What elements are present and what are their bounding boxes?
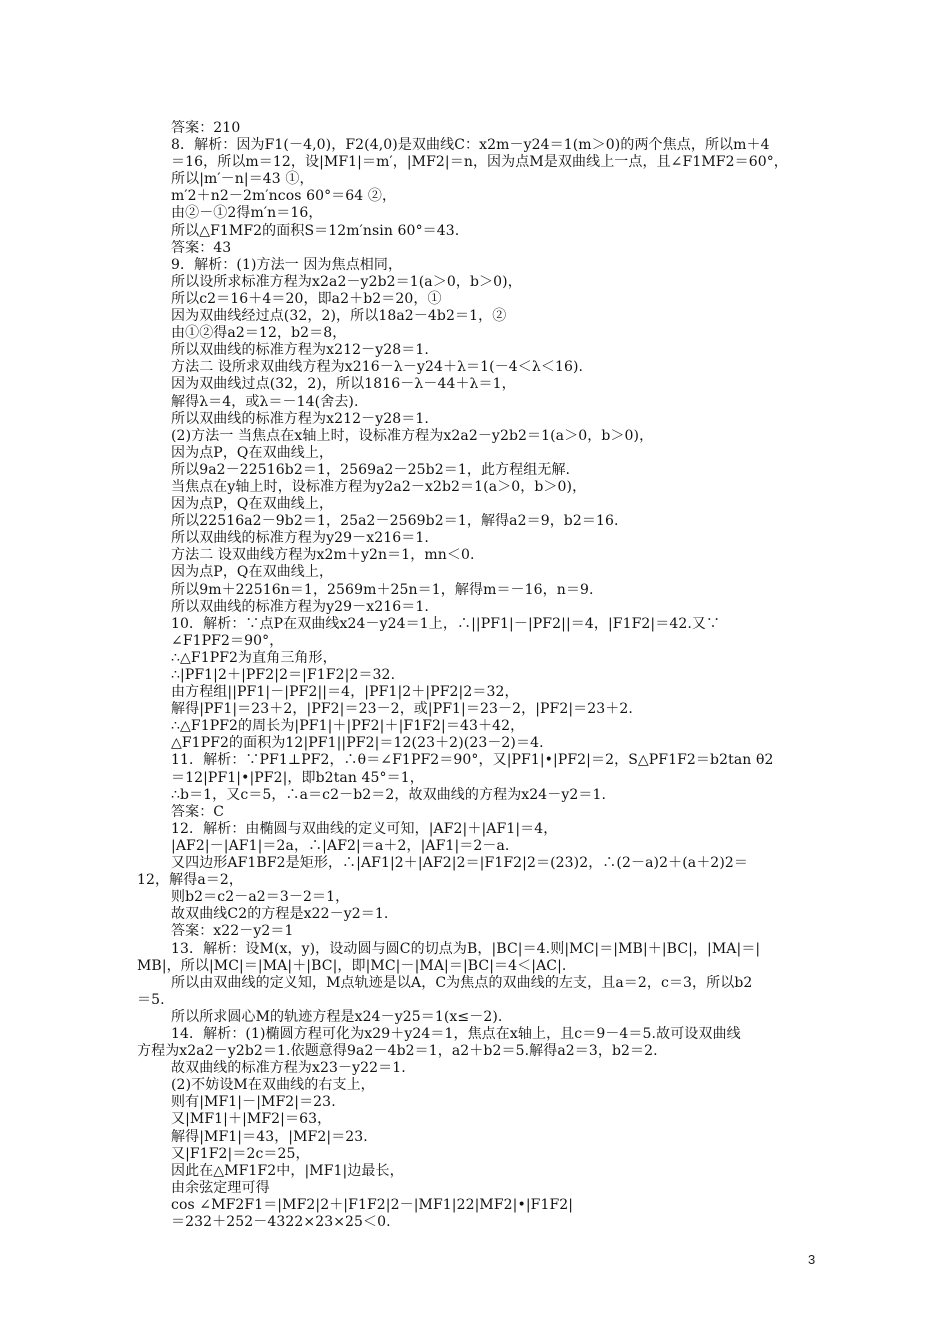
text-line: 9．解析：(1)方法一 因为焦点相同， [171, 256, 403, 273]
text-line: 方法二 设双曲线方程为x2m＋y2n＝1，mn＜0. [171, 547, 475, 564]
text-line: 所以双曲线的标准方程为y29－x216＝1. [171, 598, 429, 615]
text-line: MB|，所以|MC|＝|MA|＋|BC|，即|MC|－|MA|＝|BC|＝4＜|AC|. [137, 957, 567, 974]
text-line: 11．解析：∵PF1⊥PF2，∴θ＝∠F1PF2＝90°，又|PF1|•|PF2|＝2，S△PF1F2＝b2tan θ2 [171, 752, 774, 769]
text-line: ＝5. [137, 991, 165, 1008]
text-line: 则b2＝c2－a2＝3－2＝1， [171, 889, 350, 906]
text-line: ∴|PF1|2＋|PF2|2＝|F1F2|2＝32. [171, 667, 396, 683]
text-line: 答案：43 [171, 239, 232, 256]
text-line: 所以9m＋22516n＝1，2569m＋25n＝1，解得m＝－16，n＝9. [171, 581, 594, 598]
text-line: 则有|MF1|－|MF2|＝23. [171, 1094, 336, 1111]
text-line: cos ∠MF2F1＝|MF2|2＋|F1F2|2－|MF1|22|MF2|•|F1F2| [171, 1196, 574, 1213]
text-line: 解得|MF1|＝43，|MF2|＝23. [171, 1128, 368, 1145]
text-line: 所以9a2－22516b2＝1，2569a2－25b2＝1，此方程组无解. [171, 461, 571, 478]
text-line: 12．解析：由椭圆与双曲线的定义可知，|AF2|＋|AF1|＝4， [171, 820, 558, 837]
text-line: 所以双曲线的标准方程为x212－y28＝1. [171, 342, 429, 359]
text-line: 8．解析：因为F1(－4,0)，F2(4,0)是双曲线C：x2m－y24＝1(m＞0)的两个焦点，所以m＋4 [171, 137, 770, 154]
text-line: 因为点P，Q在双曲线上， [171, 444, 334, 461]
text-line: ∴b＝1，又c＝5，∴a＝c2－b2＝2，故双曲线的方程为x24－y2＝1. [171, 786, 607, 803]
page-number: 3 [808, 1252, 816, 1267]
text-line: 所以设所求标准方程为x2a2－y2b2＝1(a＞0，b＞0)， [171, 273, 522, 290]
text-line: ∴△F1PF2的周长为|PF1|＋|PF2|＋|F1F2|＝43＋42， [171, 718, 525, 735]
text-line: 所以由双曲线的定义知，M点轨迹是以A，C为焦点的双曲线的左支，且a＝2，c＝3，所以b2 [171, 974, 753, 991]
text-line: |AF2|－|AF1|＝2a，∴|AF2|＝a＋2，|AF1|＝2－a. [171, 837, 510, 854]
text-line: 解得λ＝4，或λ＝－14(舍去). [171, 393, 359, 410]
text-line: 所以所求圆心M的轨迹方程是x24－y25＝1(x≤－2). [171, 1008, 503, 1025]
text-line: 12，解得a＝2， [137, 872, 243, 889]
text-line: 解得|PF1|＝23＋2，|PF2|＝23－2，或|PF1|＝23－2，|PF2|＝23＋2. [171, 701, 633, 718]
text-line: 所以双曲线的标准方程为x212－y28＝1. [171, 410, 429, 427]
text-line: 由方程组||PF1|－|PF2||＝4，|PF1|2＋|PF2|2＝32， [171, 684, 519, 701]
text-line: ＝12|PF1|•|PF2|，即b2tan 45°＝1， [171, 769, 424, 786]
text-line: ＝16，所以m＝12，设|MF1|＝m′，|MF2|＝n，因为点M是双曲线上一点，且∠F1MF2＝60°， [171, 154, 788, 171]
text-line: 所以△F1MF2的面积S＝12m′nsin 60°＝43. [171, 222, 460, 239]
text-line: △F1PF2的面积为12|PF1||PF2|＝12(23＋2)(23－2)＝4. [171, 735, 544, 752]
text-line: 方法二 设所求双曲线方程为x216－λ－y24＋λ＝1(－4＜λ＜16). [171, 359, 584, 376]
text-line: 又四边形AF1BF2是矩形，∴|AF1|2＋|AF2|2＝|F1F2|2＝(23)2，∴(2－a)2＋(a＋2)2＝ [171, 855, 748, 872]
text-line: 方程为x2a2－y2b2＝1.依题意得9a2－4b2＝1，a2＋b2＝5.解得a2＝3，b2＝2. [137, 1043, 658, 1060]
text-line: 所以双曲线的标准方程为y29－x216＝1. [171, 530, 429, 547]
text-line: 答案：C [171, 803, 225, 820]
text-line: 10．解析：∵点P在双曲线x24－y24＝1上，∴||PF1|－|PF2||＝4，|F1F2|＝42.又∵ [171, 615, 721, 632]
text-line: 13．解析：设M(x，y)，设动圆与圆C的切点为B，|BC|＝4.则|MC|＝|MB|＋|BC|，|MA|＝| [171, 940, 761, 957]
text-line: (2)不妨设M在双曲线的右支上， [171, 1077, 375, 1094]
text-line: 14．解析：(1)椭圆方程可化为x29＋y24＝1，焦点在x轴上，且c＝9－4＝5.故可设双曲线 [171, 1025, 741, 1042]
text-line: 故双曲线的标准方程为x23－y22＝1. [171, 1060, 406, 1077]
text-line: 答案：x22－y2＝1 [171, 923, 294, 940]
text-line: 因为点P，Q在双曲线上， [171, 496, 334, 513]
text-line: 答案：210 [171, 120, 241, 136]
text-line: 由①②得a2＝12，b2＝8， [171, 325, 347, 342]
text-line: 又|F1F2|＝2c＝25， [171, 1145, 310, 1162]
text-line: 所以c2＝16＋4＝20，即a2＋b2＝20，① [171, 290, 442, 307]
text-line: 当焦点在y轴上时，设标准方程为y2a2－x2b2＝1(a＞0，b＞0)， [171, 478, 587, 495]
text-line: ＝232＋252－4322×23×25＜0. [171, 1214, 391, 1230]
text-line: ∠F1PF2＝90°， [171, 632, 284, 649]
text-line: 所以22516a2－9b2＝1，25a2－2569b2＝1，解得a2＝9，b2＝16. [171, 513, 619, 530]
text-line: 所以|m′－n|＝43 ①， [171, 171, 314, 188]
text-line: m′2＋n2－2m′ncos 60°＝64 ②， [171, 188, 397, 205]
text-line: 因此在△MF1F2中，|MF1|边最长， [171, 1162, 404, 1179]
text-line: 因为双曲线过点(32，2)，所以1816－λ－44＋λ＝1， [171, 376, 516, 393]
text-line: 又|MF1|＋|MF2|＝63， [171, 1111, 332, 1128]
text-line: (2)方法一 当焦点在x轴上时，设标准方程为x2a2－y2b2＝1(a＞0，b＞0)， [171, 427, 654, 444]
document-body [137, 120, 827, 1231]
text-line: 故双曲线C2的方程是x22－y2＝1. [171, 906, 389, 923]
text-line: 因为双曲线经过点(32，2)，所以18a2－4b2＝1，② [171, 308, 507, 325]
text-line: ∴△F1PF2为直角三角形， [171, 649, 337, 666]
text-line: 由②－①2得m′n＝16， [171, 205, 323, 222]
text-line: 因为点P，Q在双曲线上， [171, 564, 334, 581]
text-line: 由余弦定理可得 [171, 1179, 270, 1196]
